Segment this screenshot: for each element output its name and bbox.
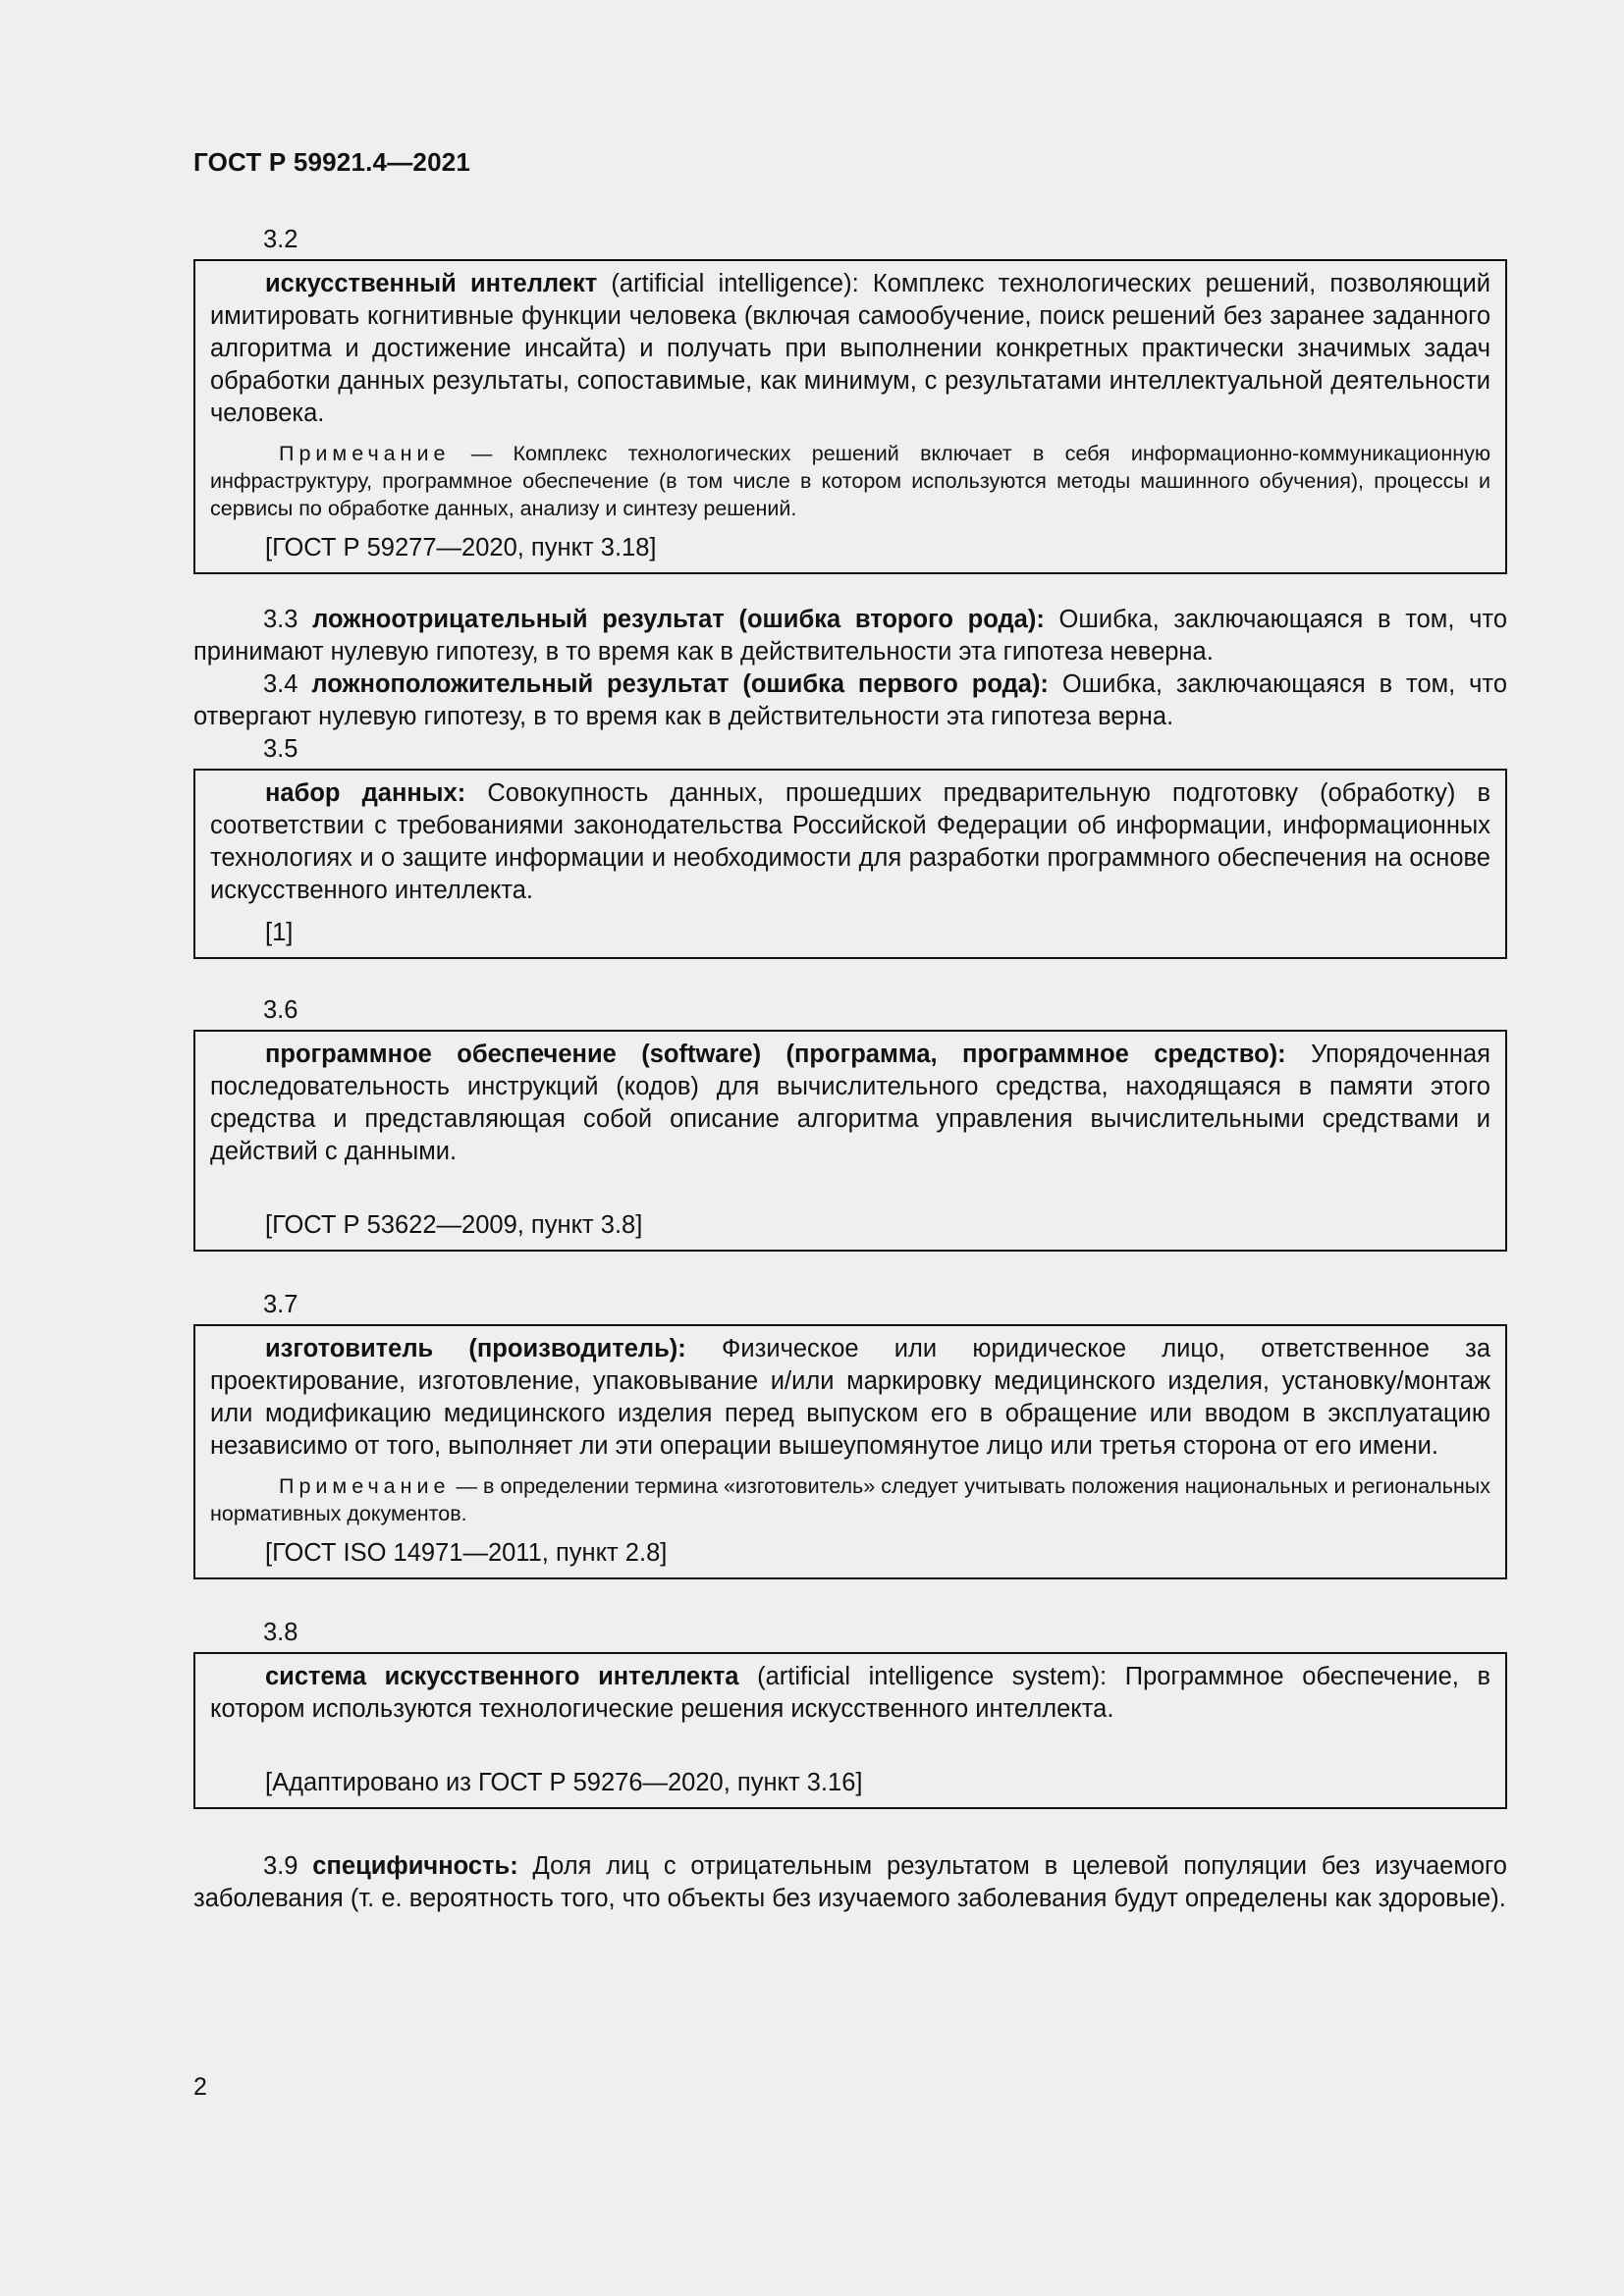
term-box-3-7 — [193, 1324, 1507, 1579]
term-note — [210, 440, 1490, 522]
term-name: набор данных: — [265, 779, 466, 807]
definition-text: Совокупность данных, прошедших предварительную подготовку (обработку) в соответствии с требованиями законодательства Российской Федерации об информации, информационных технологиях и о защите информации и необходимости для разработки программного обеспечения на основе искусственного интеллекта. — [210, 779, 1490, 904]
note-label: Примечание — [279, 442, 451, 465]
term-source: [ГОСТ Р 53622—2009, пункт 3.8] — [265, 1211, 643, 1239]
note-text: — Комплекс технологических решений включает в себя информационно-коммуникационную инфраструктуру, программное обеспечение (в том числе в котором используются методы машинного обучения), процессы и сервисы по обработке данных, анализу и синтезу решений. — [210, 442, 1490, 520]
term-block-3-3-3-4 — [193, 604, 1507, 733]
term-block-3-9 — [193, 1850, 1507, 1915]
definition-text: (artificial intelligence system): Программное обеспечение, в котором используются технологические решения искусственного интеллекта. — [210, 1663, 1490, 1723]
document-header: ГОСТ Р 59921.4—2021 — [193, 147, 471, 177]
term-note — [210, 1472, 1490, 1527]
term-definition — [210, 777, 1490, 907]
term-number-3-4: 3.4 — [263, 670, 298, 698]
term-source: [1] — [265, 919, 294, 946]
term-number-3-2: 3.2 — [263, 226, 298, 253]
term-source: [ГОСТ Р 59277—2020, пункт 3.18] — [265, 534, 657, 561]
definition-text: Доля лиц с отрицательным результатом в целевой популяции без изучаемого заболевания (т. е. вероятность того, что объекты без изучаемого заболевания будут определены как здоровые). — [193, 1852, 1507, 1912]
definition-text: Физическое или юридическое лицо, ответственное за проектирование, изготовление, упаковывание и/или маркировку медицинского изделия, установку/монтаж или модификацию медицинского изделия перед выпуском его в обращение или вводом в эксплуатацию независимо от того, выполняет ли эти операции вышеупомянутое лицо или третья сторона от его имени. — [210, 1335, 1490, 1460]
term-number-3-9: 3.9 — [263, 1852, 298, 1880]
definition-text: Ошибка, заключающаяся в том, что отвергают нулевую гипотезу, в то время как в действительности эта гипотеза верна. — [193, 670, 1508, 730]
term-name: ложноположительный результат (ошибка первого рода): — [311, 670, 1049, 698]
page-number: 2 — [193, 2073, 207, 2101]
term-source: [Адаптировано из ГОСТ Р 59276—2020, пункт 3.16] — [265, 1769, 863, 1796]
term-number-3-8: 3.8 — [263, 1619, 298, 1646]
term-name: изготовитель (производитель): — [265, 1335, 686, 1362]
term-definition — [210, 1039, 1490, 1168]
term-box-3-5 — [193, 769, 1507, 959]
document-body — [193, 224, 1507, 1915]
term-name: программное обеспечение (software) (программа, программное средство): — [265, 1041, 1286, 1068]
term-number-3-3: 3.3 — [263, 606, 298, 633]
term-name: ложноотрицательный результат (ошибка второго рода): — [312, 606, 1045, 633]
term-3-4 — [193, 668, 1507, 733]
definition-text: Упорядоченная последовательность инструкций (кодов) для вычислительного средства, находящаяся в памяти этого средства и представляющая собой описание алгоритма управления вычислительными средствами и действий с данными. — [210, 1041, 1490, 1165]
definition-text: (artificial intelligence): Комплекс технологических решений, позволяющий имитировать когнитивные функции человека (включая самообучение, поиск решений без заранее заданного алгоритма и достижение инсайта) и получать при выполнении конкретных практически значимых задач обработки данных результаты, сопоставимые, как минимум, с результатами интеллектуальной деятельности человека. — [210, 270, 1490, 427]
term-3-3 — [193, 604, 1507, 668]
term-name: специфичность: — [312, 1852, 518, 1880]
definition-text: Ошибка, заключающаяся в том, что принимают нулевую гипотезу, в то время как в действительности эта гипотеза неверна. — [193, 606, 1507, 666]
term-number-3-7: 3.7 — [263, 1291, 298, 1318]
term-number-3-5: 3.5 — [263, 735, 298, 763]
term-name: искусственный интеллект — [265, 270, 598, 297]
term-definition — [210, 1661, 1490, 1726]
term-box-3-8 — [193, 1652, 1507, 1809]
term-box-3-6 — [193, 1030, 1507, 1252]
term-name: система искусственного интеллекта — [265, 1663, 739, 1690]
term-number-3-6: 3.6 — [263, 996, 298, 1024]
term-source: [ГОСТ ISO 14971—2011, пункт 2.8] — [265, 1539, 668, 1567]
term-box-3-2 — [193, 259, 1507, 574]
note-label: Примечание — [279, 1474, 451, 1498]
term-definition — [210, 268, 1490, 430]
term-definition — [210, 1333, 1490, 1463]
term-3-9 — [193, 1850, 1507, 1915]
note-text: — в определении термина «изготовитель» следует учитывать положения национальных и региональных нормативных документов. — [210, 1474, 1490, 1525]
